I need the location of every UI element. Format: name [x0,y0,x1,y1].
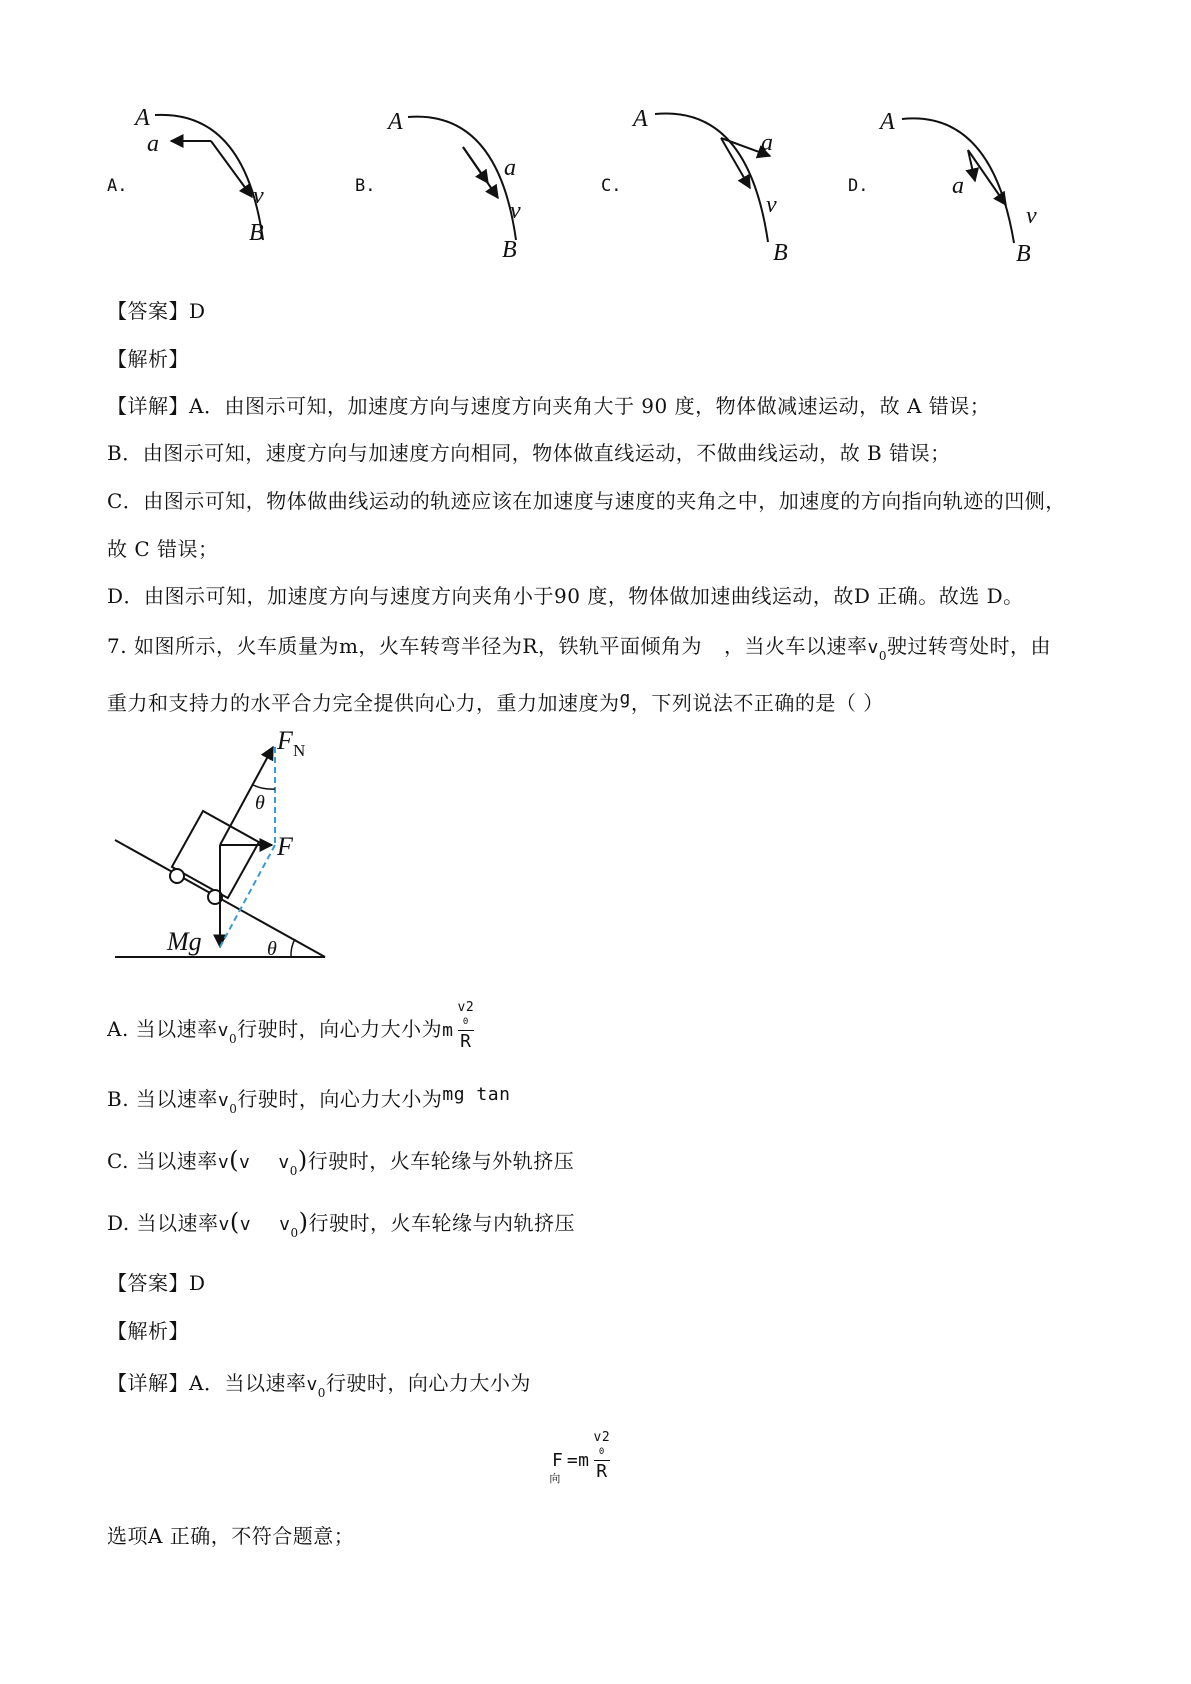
label-a: a [952,173,964,199]
label-A: A [880,109,895,135]
option-d-letter: D. [848,176,869,196]
q6-analysis-heading: 【解析】 [107,347,189,371]
q6-detail-d: D．由图示可知，加速度方向与速度方向夹角小于90 度，物体做加速曲线运动，故D 正确。故选 D。 [107,584,1024,608]
support-force-arrow [220,747,273,845]
label-B: B [502,237,517,263]
q7-detail-a: 【详解】A．当以速率$v_0$行驶时，向心力大小为 [107,1371,531,1400]
q6-detail-c-line1: C．由图示可知，物体做曲线运动的轨迹应该在加速度与速度的夹角之中，加速度的方向指向轨迹的凹侧， [107,489,1066,513]
label-A: A [388,109,403,135]
label-FN: F [277,726,293,755]
label-v: v [766,192,777,218]
label-a: a [761,130,773,156]
figure-option-b [388,105,558,265]
label-a: a [147,131,159,157]
label-FN-subscript: N [293,741,306,760]
label-v: v [1026,203,1037,229]
label-B: B [1016,241,1031,267]
figure-option-a [135,105,305,265]
label-theta-bottom: θ [267,938,277,960]
label-B: B [773,240,788,266]
q6-detail-a: 【详解】A．由图示可知，加速度方向与速度方向夹角大于 90 度，物体做减速运动，故 A 错误； [107,394,991,418]
q7-analysis-heading: 【解析】 [107,1319,189,1343]
figure-option-d [880,105,1050,265]
q7-stem-line2: 重力和支持力的水平合力完全提供向心力，重力加速度为g，下列说法不正确的是（ ） [107,688,884,715]
q7-option-c: C. 当以速率v(v $v_0$)行驶时，火车轮缘与外轨挤压 [107,1146,575,1178]
banked-track-figure [105,725,445,975]
label-v: v [510,198,521,224]
label-Mg: Mg [167,927,202,956]
trajectory-curve [655,113,768,242]
trajectory-curve [155,115,263,240]
q7-option-d: D. 当以速率v(v $v_0$)行驶时，火车轮缘与内轨挤压 [107,1208,575,1240]
label-B: B [249,220,264,246]
option-a-letter: A. [107,176,128,196]
angle-arc-bottom [291,939,295,957]
angle-arc-top [253,785,275,789]
trajectory-curve [408,117,516,240]
train-car [172,811,259,898]
figure-option-c [633,100,803,265]
q7-option-a: A. 当以速率$v_0$行驶时，向心力大小为m v2 0 R [107,1000,475,1052]
label-a: a [504,155,516,181]
label-v: v [253,183,264,209]
q7-conclusion: 选项A 正确，不符合题意； [107,1524,355,1548]
label-A: A [135,105,150,131]
v0-squared-over-R: v2 0 R [457,1000,475,1052]
label-A: A [633,106,648,132]
label-F: F [277,832,293,861]
velocity-arrow [463,147,498,198]
q6-detail-b: B．由图示可知，速度方向与加速度方向相同，物体做直线运动，不做曲线运动，故 B 错误； [107,441,951,465]
q6-detail-c-line2: 故 C 错误； [107,537,219,561]
q7-answer: 【答案】D [107,1271,206,1295]
q6-answer: 【答案】D [107,299,206,323]
wheel-left [170,869,184,883]
centripetal-force-equation: $F_向=m$ v2 0 R [549,1430,611,1485]
label-theta-top: θ [255,792,265,814]
option-c-letter: C. [601,176,622,196]
q7-option-b: B. 当以速率$v_0$行驶时，向心力大小为mg tan [107,1084,511,1116]
q7-stem-line1: 7. 如图所示，火车质量为m，火车转弯半径为R，铁轨平面倾角为 ，当火车以速率$v_0$驶过转弯处时，由 [107,634,1051,663]
option-b-letter: B. [355,176,376,196]
